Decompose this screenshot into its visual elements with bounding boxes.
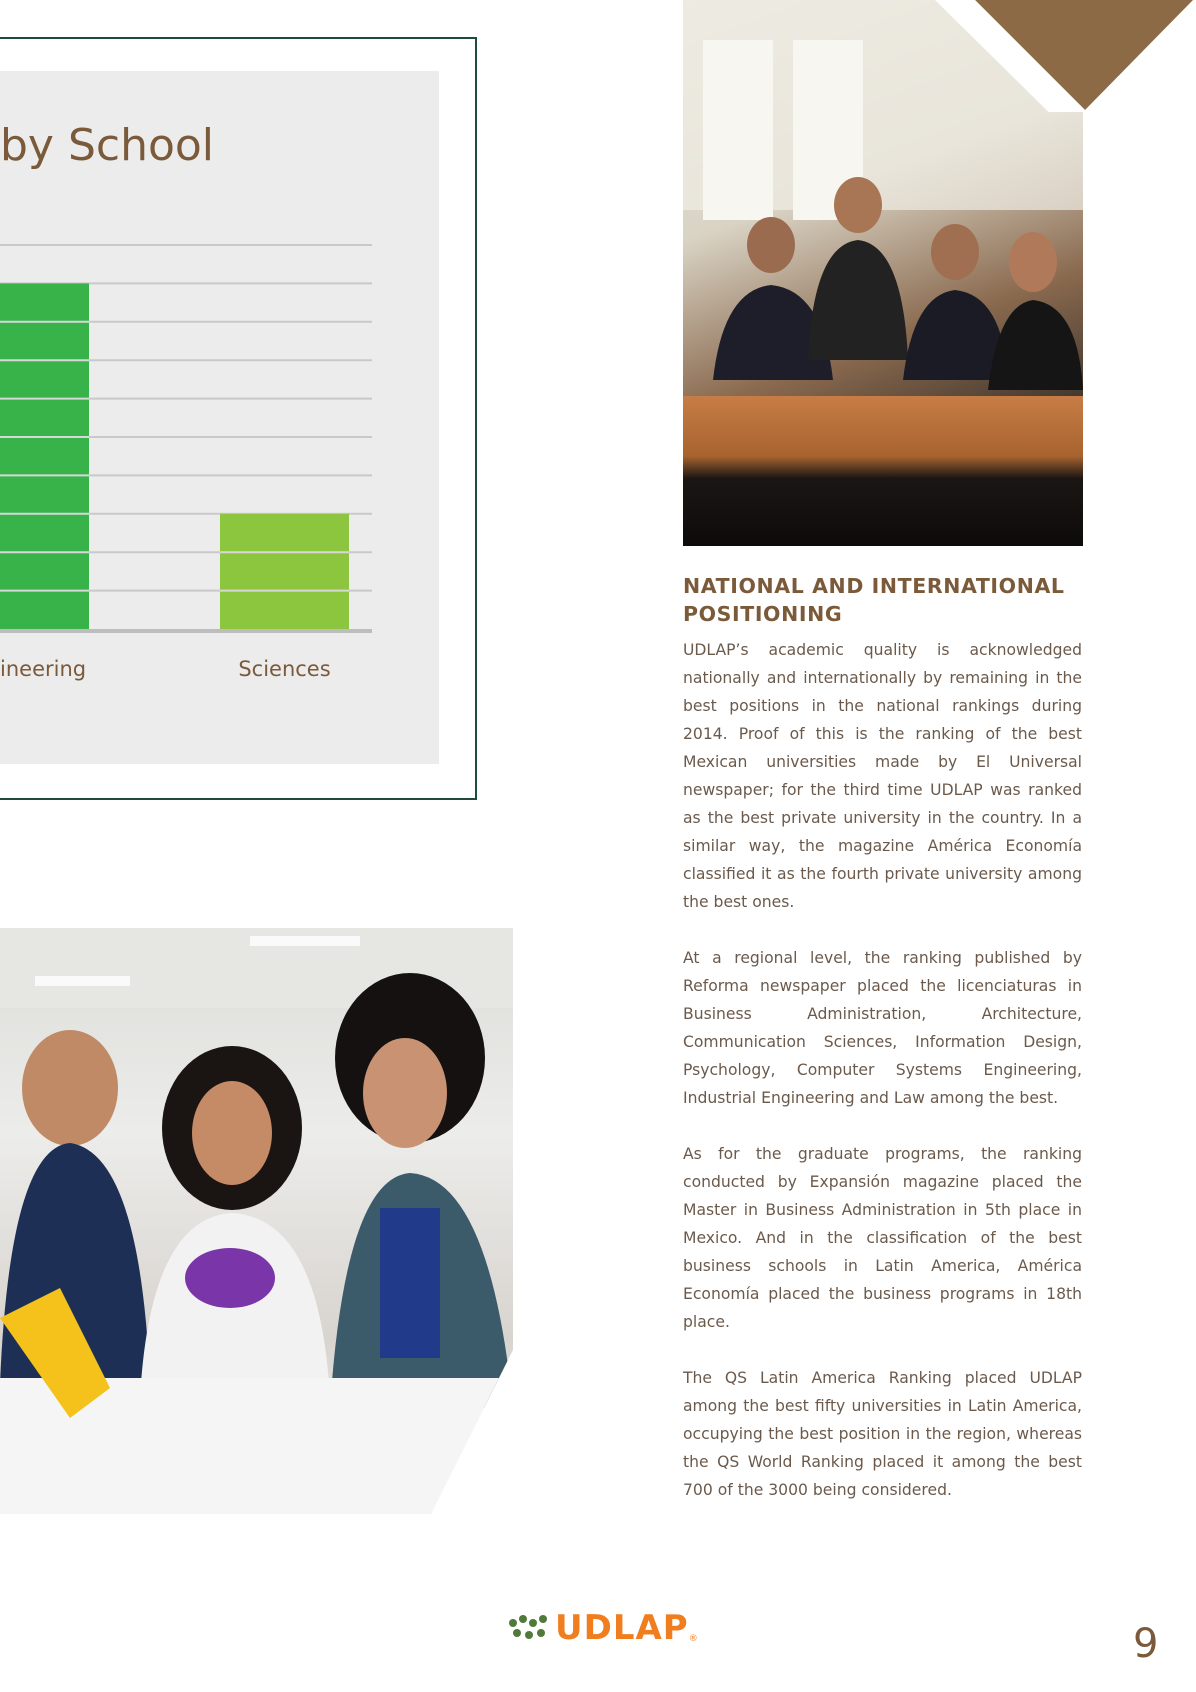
decorative-triangle (935, 0, 1195, 112)
photo-students-silhouettes (0, 928, 513, 1514)
article-heading: NATIONAL AND INTERNATIONAL POSITIONING (683, 574, 1065, 626)
article-paragraph: UDLAP’s academic quality is acknowledged nationally and internationally by remaining in the best positions in the national rankings during 2014. Proof of this is the ranking of the best Mexican universities made by El Universal newspaper; for the third time UDLAP was ranked as the best private university in the country. In a similar way, the magazine América Economía classified it as the fourth private university among the best ones. (683, 641, 1082, 911)
chart-title: by School (0, 120, 215, 171)
tick-label: Sciences (238, 657, 331, 681)
tick-label: ineering (0, 657, 87, 681)
photo-students-lab (0, 928, 513, 1514)
udlap-logo (505, 1608, 698, 1648)
article-paragraph: As for the graduate programs, the ranking conducted by Expansión magazine placed the Master in Business Administration in 5th place in Mexico. And in the classification of the best business schools in Latin America, América Economía placed the business programs in 18th place. (683, 1145, 1082, 1331)
article (683, 572, 1082, 1532)
bar-sciences (220, 514, 349, 629)
article-paragraph: At a regional level, the ranking published by Reforma newspaper placed the licenciaturas in Business Administration, Architecture, Communication Sciences, Information Design, Psychology, Computer Systems Engineering, Industrial Engineering and Law among the best. (683, 949, 1082, 1107)
logo-registered-mark: ® (688, 1634, 698, 1644)
logo-wordmark: UDLAP (555, 1608, 689, 1648)
bar-chart (0, 0, 480, 720)
article-paragraph: The QS Latin America Ranking placed UDLAP among the best fifty universities in Latin America, occupying the best position in the region, whereas the QS World Ranking placed it among the best 700 of the 3000 being considered. (683, 1369, 1082, 1499)
bar-ineering (0, 283, 89, 629)
page-number: 9 (1133, 1621, 1159, 1667)
logo-leaf-icon (505, 1613, 549, 1643)
